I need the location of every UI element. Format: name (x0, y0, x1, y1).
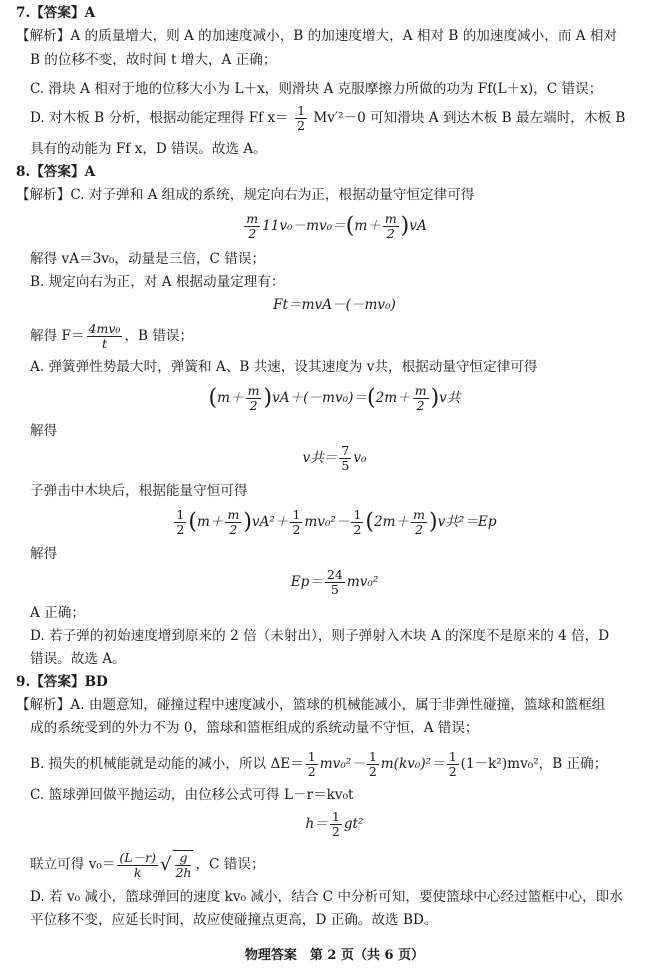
q7-line-1: 【解析】A 的质量增大，则 A 的加速度减小，B 的加速度增大，A 相对 B 的加速度减小，而 A 相对 (16, 28, 618, 44)
q9-answer-head: 9.【答案】BD (16, 674, 108, 690)
q7-line-3: C. 滑块 A 相对于地的位移大小为 L＋x，则滑块 A 克服摩擦力所做的功为 Ff(L＋x)，C 错误； (30, 81, 603, 97)
q8-line-11: 错误。故选 A。 (30, 651, 126, 667)
q9-line-5: 联立可得 v₀＝ $\frac{(L-r)}{k}$ √ $\frac{g}{2h}$ ，C 错误； (30, 849, 265, 880)
q7-line-4a: D. 对木板 B 分析，根据动能定理得 Ff x＝ (30, 110, 289, 126)
q9-equation-7: h＝ $\frac{1}{2}$ gt² (305, 809, 364, 839)
q8-equation-5: $\frac{1}{2}$ (m＋ $\frac{m}{2}$ )vA²＋ $\frac{1}{2}$ mv₀²－ $\frac{1}{2}$ (2m＋ $\frac{m}{2}$ )v共²＝Ep (176, 507, 497, 537)
q8-equation-6: Ep＝ $\frac{24}{5}$ mv₀² (290, 567, 379, 597)
q8-line-1: 【解析】C. 对子弹和 A 组成的系统，规定向右为正，根据动量守恒定律可得 (16, 187, 475, 203)
q7-line-5: 具有的动能为 Ff x，D 错误。故选 A。 (30, 141, 267, 157)
page-footer: 物理答案 第 2 页（共 6 页） (244, 948, 425, 963)
q9-line-2: 成的系统受到的外力不为 0，篮球和篮框组成的系统动量不守恒，A 错误； (30, 720, 479, 736)
q8-line-5: A. 弹簧弹性势最大时，弹簧和 A、B 共速，设其速度为 v共，根据动量守恒定律可得 (30, 359, 538, 375)
q9-line-4: C. 篮球弹回做平抛运动，由位移公式可得 L－r＝kv₀t (30, 787, 354, 803)
q9-line-1: 【解析】A. 由题意知，碰撞过程中速度减小，篮球的机械能减小，属于非弹性碰撞，篮球和篮框组 (16, 697, 606, 713)
q7-line-2: B 的位移不变，故时间 t 增大，A 正确； (30, 52, 277, 68)
q8-line-4: 解得 F＝ $\frac{\text{4mv₀}}{t}$ ，B 错误； (30, 321, 194, 351)
q9-line-3: B. 损失的机械能就是动能的减小，所以 ΔE＝ $\frac{1}{2}$ mv₀²－ $\frac{1}{2}$ m(kv₀)²＝ $\frac{1}{2}$ (1－k²)mv₀²，B 正确； (30, 749, 608, 779)
q7-line-4b: Mv′²－0 可知滑块 A 到达木板 B 最左端时，木板 B (313, 110, 626, 126)
q8-equation-3: (m＋ $\frac{m}{2}$ )vA＋(－mv₀)＝(2m＋ $\frac{m}{2}$ )v共 (208, 383, 461, 413)
q9-line-7: 平位移不变，应延长时间，故应使碰撞点更高，D 正确。故选 BD。 (30, 912, 438, 928)
q8-equation-1: $\frac{m}{2}$ 11v₀－mv₀＝(m＋ $\frac{m}{2}$ )vA (246, 211, 427, 241)
q8-line-7: 子弹击中木块后，根据能量守恒可得 (30, 483, 248, 499)
q8-line-6: 解得 (30, 423, 58, 439)
q8-line-2: 解得 vA＝3v₀，动量是三倍，C 错误； (30, 251, 266, 267)
q8-equation-2: Ft＝mvA－(－mv₀) (273, 297, 396, 313)
q8-answer-head: 8.【答案】A (16, 164, 96, 180)
q8-line-9: A 正确； (30, 605, 85, 621)
q8-line-10: D. 若子弹的初始速度增到原来的 2 倍（未射出），则子弹射入木块 A 的深度不是原来的 4 倍，D (30, 628, 610, 644)
q9-line-6: D. 若 v₀ 减小，篮球弹回的速度 kv₀ 减小，结合 C 中分析可知，要使篮球中心经过篮框中心，即水 (30, 889, 623, 905)
q7-answer-head: 7.【答案】A (16, 5, 96, 21)
q8-equation-4: v共＝ $\frac{7}{5}$ v₀ (302, 443, 367, 473)
q8-line-8: 解得 (30, 546, 58, 562)
q8-line-3: B. 规定向右为正，对 A 根据动量定理有： (30, 274, 285, 290)
fraction-half: $\frac{1}{2}$ (297, 103, 306, 133)
q7-line-4 (30, 104, 669, 133)
